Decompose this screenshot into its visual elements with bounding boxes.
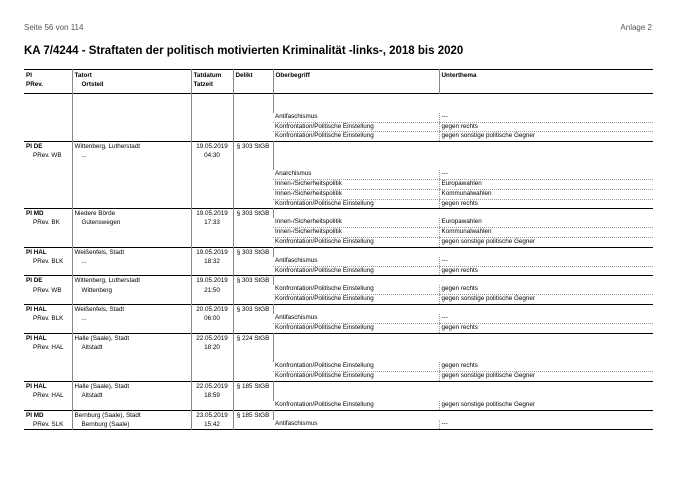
pi-value: PI HAL (26, 306, 47, 314)
table-row (24, 209, 653, 219)
pi-cell (24, 410, 72, 429)
unterthema-cell: gegen rechts (439, 199, 653, 209)
oberbegriff-cell: Innen-/Sicherheitspolitik (273, 189, 439, 199)
empty-theme-cell (273, 161, 653, 171)
column-tatzeit-label: Tatzeit (193, 81, 213, 89)
pi-value: PI HAL (26, 334, 47, 342)
unterthema-cell: --- (439, 314, 653, 324)
unterthema-cell: --- (439, 420, 653, 430)
incident-group (24, 305, 653, 334)
table-row (24, 247, 653, 257)
tatzeit-value: 18:20 (204, 344, 220, 352)
delikt-value: § 303 StGB (236, 277, 270, 285)
empty-theme-cell (273, 343, 653, 353)
unterthema-cell: Europawahlen (439, 218, 653, 228)
offense-table (24, 69, 653, 430)
tatort-value: Bernburg (Saale), Stadt (74, 411, 141, 419)
ortsteil-value: Wittenberg (81, 286, 112, 294)
tatdatum-value: 19.05.2019 (196, 142, 228, 150)
column-ortsteil-label: Ortsteil (81, 81, 104, 89)
oberbegriff-cell: Innen-/Sicherheitspolitik (273, 180, 439, 190)
tatort-value: Niedere Börde (74, 210, 116, 218)
unterthema-cell: Europawahlen (439, 180, 653, 190)
empty-theme-cell (273, 305, 653, 315)
delikt-cell (233, 276, 273, 305)
unterthema-cell: --- (439, 113, 653, 123)
unterthema-cell: --- (439, 170, 653, 180)
pi-cell (24, 209, 72, 247)
incident-group (24, 94, 653, 142)
oberbegriff-cell: Konfrontation/Politische Einstellung (273, 132, 439, 142)
table-row (24, 381, 653, 391)
empty-theme-cell (273, 94, 653, 104)
empty-theme-cell (273, 276, 653, 286)
delikt-value: § 224 StGB (236, 334, 270, 342)
unterthema-cell: gegen sonstige politische Gegner (439, 295, 653, 305)
tatort-cell (72, 276, 191, 305)
tatort-cell (72, 94, 191, 142)
oberbegriff-cell: Innen-/Sicherheitspolitik (273, 218, 439, 228)
prev-value: PRev. HAL (33, 392, 64, 400)
tatzeit-value: 18:32 (204, 257, 220, 265)
unterthema-cell: Kommunalwahlen (439, 228, 653, 238)
column-unterthema (439, 70, 653, 94)
tatdatum-value: 22.05.2019 (196, 334, 228, 342)
delikt-value: § 303 StGB (236, 248, 270, 256)
tatdatum-cell (191, 410, 233, 429)
prev-value: PRev. BLK (33, 315, 64, 323)
tatdatum-value: 19.05.2019 (196, 277, 228, 285)
tatort-cell (72, 333, 191, 381)
prev-value: PRev. BLK (33, 257, 64, 265)
pi-cell (24, 247, 72, 276)
unterthema-cell: gegen rechts (439, 122, 653, 132)
table-header (24, 70, 653, 94)
oberbegriff-cell: Konfrontation/Politische Einstellung (273, 295, 439, 305)
prev-value: PRev. SLK (33, 420, 64, 428)
empty-theme-cell (273, 209, 653, 219)
oberbegriff-cell: Konfrontation/Politische Einstellung (273, 266, 439, 276)
oberbegriff-cell: Innen-/Sicherheitspolitik (273, 228, 439, 238)
oberbegriff-cell: Konfrontation/Politische Einstellung (273, 362, 439, 372)
tatort-value: Wittenberg, Lutherstadt (74, 142, 140, 150)
delikt-value: § 185 StGB (236, 382, 270, 390)
column-pi (24, 70, 72, 94)
empty-theme-cell (273, 103, 653, 113)
ortsteil-value: Altstadt (81, 344, 103, 352)
tatort-cell (72, 381, 191, 410)
tatdatum-value: 19.05.2019 (196, 248, 228, 256)
column-tatdatum-label: Tatdatum (193, 72, 222, 79)
prev-value: PRev. BK (33, 219, 60, 227)
incident-group (24, 276, 653, 305)
empty-theme-cell (273, 151, 653, 161)
oberbegriff-cell: Konfrontation/Politische Einstellung (273, 285, 439, 295)
tatdatum-cell (191, 333, 233, 381)
empty-theme-cell (273, 391, 653, 401)
unterthema-cell: gegen rechts (439, 362, 653, 372)
unterthema-cell: gegen sonstige politische Gegner (439, 132, 653, 142)
delikt-value: § 303 StGB (236, 142, 270, 150)
column-pi-label: PI (26, 72, 32, 79)
pi-value: PI DE (26, 142, 43, 150)
empty-theme-cell (273, 410, 653, 420)
tatzeit-value: 17:33 (204, 219, 220, 227)
tatdatum-cell (191, 276, 233, 305)
pi-cell (24, 94, 72, 142)
table-row (24, 410, 653, 420)
oberbegriff-cell: Antifaschismus (273, 314, 439, 324)
delikt-value: § 303 StGB (236, 210, 270, 218)
document-title: KA 7/4244 - Straftaten der politisch motivierten Kriminalität -links-, 2018 bis 2020 (24, 45, 464, 57)
table-row (24, 305, 653, 315)
empty-theme-cell (273, 381, 653, 391)
column-tatdatum (191, 70, 233, 94)
unterthema-cell: gegen sonstige politische Gegner (439, 372, 653, 382)
tatzeit-value: 18:59 (204, 392, 220, 400)
tatdatum-cell (191, 247, 233, 276)
prev-value: PRev. WB (33, 152, 62, 160)
delikt-cell (233, 333, 273, 381)
tatdatum-cell (191, 381, 233, 410)
oberbegriff-cell: Antifaschismus (273, 113, 439, 123)
table-row (24, 333, 653, 343)
page-number: Seite 56 von 114 (24, 23, 84, 32)
tatdatum-value: 20.05.2019 (196, 306, 228, 314)
delikt-cell (233, 209, 273, 247)
pi-value: PI MD (26, 210, 44, 218)
pi-value: PI MD (26, 411, 44, 419)
ortsteil-value: Gutenswegen (81, 219, 121, 227)
delikt-cell (233, 94, 273, 142)
ortsteil-value: ... (81, 152, 87, 160)
column-delikt-label: Delikt (235, 72, 253, 79)
incident-group (24, 141, 653, 208)
tatdatum-value: 23.05.2019 (196, 411, 228, 419)
incident-group (24, 209, 653, 247)
tatdatum-cell (191, 94, 233, 142)
tatort-cell (72, 141, 191, 208)
column-oberbegriff (273, 70, 439, 94)
tatort-value: Wittenberg, Lutherstadt (74, 277, 140, 285)
oberbegriff-cell: Konfrontation/Politische Einstellung (273, 401, 439, 411)
column-delikt (233, 70, 273, 94)
unterthema-cell: Kommunalwahlen (439, 189, 653, 199)
empty-theme-cell (273, 333, 653, 343)
oberbegriff-cell: Konfrontation/Politische Einstellung (273, 237, 439, 247)
unterthema-cell: gegen rechts (439, 285, 653, 295)
delikt-value: § 185 StGB (236, 411, 270, 419)
table-row (24, 276, 653, 286)
oberbegriff-cell: Konfrontation/Politische Einstellung (273, 122, 439, 132)
column-tatort (72, 70, 191, 94)
delikt-cell (233, 305, 273, 334)
tatdatum-cell (191, 141, 233, 208)
tatdatum-cell (191, 305, 233, 334)
tatzeit-value: 15:42 (204, 420, 220, 428)
delikt-cell (233, 410, 273, 429)
ortsteil-value: Altstadt (81, 392, 103, 400)
unterthema-cell: gegen rechts (439, 324, 653, 334)
pi-cell (24, 141, 72, 208)
pi-value: PI HAL (26, 248, 47, 256)
tatort-value: Halle (Saale), Stadt (74, 334, 130, 342)
unterthema-cell: --- (439, 257, 653, 267)
pi-cell (24, 305, 72, 334)
ortsteil-value: Bernburg (Saale) (81, 420, 130, 428)
pi-cell (24, 381, 72, 410)
oberbegriff-cell: Antifaschismus (273, 257, 439, 267)
oberbegriff-cell: Konfrontation/Politische Einstellung (273, 324, 439, 334)
pi-value: PI HAL (26, 382, 47, 390)
delikt-cell (233, 247, 273, 276)
tatdatum-value: 19.05.2019 (196, 210, 228, 218)
incident-group (24, 333, 653, 381)
delikt-value: § 303 StGB (236, 306, 270, 314)
oberbegriff-cell: Antifaschismus (273, 420, 439, 430)
annex-label: Anlage 2 (620, 23, 652, 32)
tatort-value: Weißenfels, Stadt (74, 306, 125, 314)
tatzeit-value: 04:30 (204, 152, 220, 160)
table-row (24, 141, 653, 151)
tatort-cell (72, 209, 191, 247)
oberbegriff-cell: Konfrontation/Politische Einstellung (273, 199, 439, 209)
tatort-cell (72, 410, 191, 429)
empty-theme-cell (273, 353, 653, 363)
ortsteil-value: ... (81, 257, 87, 265)
column-unterthema-label: Unterthema (441, 72, 477, 79)
tatzeit-value: 21:50 (204, 286, 220, 294)
tatort-cell (72, 305, 191, 334)
tatdatum-cell (191, 209, 233, 247)
empty-theme-cell (273, 141, 653, 151)
unterthema-cell: gegen rechts (439, 266, 653, 276)
delikt-cell (233, 381, 273, 410)
column-prev-label: PRev. (26, 81, 44, 89)
column-oberbegriff-label: Oberbegriff (275, 72, 310, 79)
tatort-value: Weißenfels, Stadt (74, 248, 125, 256)
column-tatort-label: Tatort (74, 72, 92, 79)
oberbegriff-cell: Konfrontation/Politische Einstellung (273, 372, 439, 382)
table-row (24, 94, 653, 104)
incident-group (24, 247, 653, 276)
prev-value: PRev. HAL (33, 344, 64, 352)
tatort-cell (72, 247, 191, 276)
unterthema-cell: gegen sonstige politische Gegner (439, 237, 653, 247)
prev-value: PRev. WB (33, 286, 62, 294)
pi-cell (24, 333, 72, 381)
tatzeit-value: 06:00 (204, 315, 220, 323)
pi-value: PI DE (26, 277, 43, 285)
ortsteil-value: ... (81, 315, 87, 323)
incident-group (24, 381, 653, 410)
unterthema-cell: gegen sonstige politische Gegner (439, 401, 653, 411)
empty-theme-cell (273, 247, 653, 257)
oberbegriff-cell: Anarchismus (273, 170, 439, 180)
pi-cell (24, 276, 72, 305)
delikt-cell (233, 141, 273, 208)
incident-group (24, 410, 653, 429)
tatort-value: Halle (Saale), Stadt (74, 382, 130, 390)
tatdatum-value: 22.05.2019 (196, 382, 228, 390)
